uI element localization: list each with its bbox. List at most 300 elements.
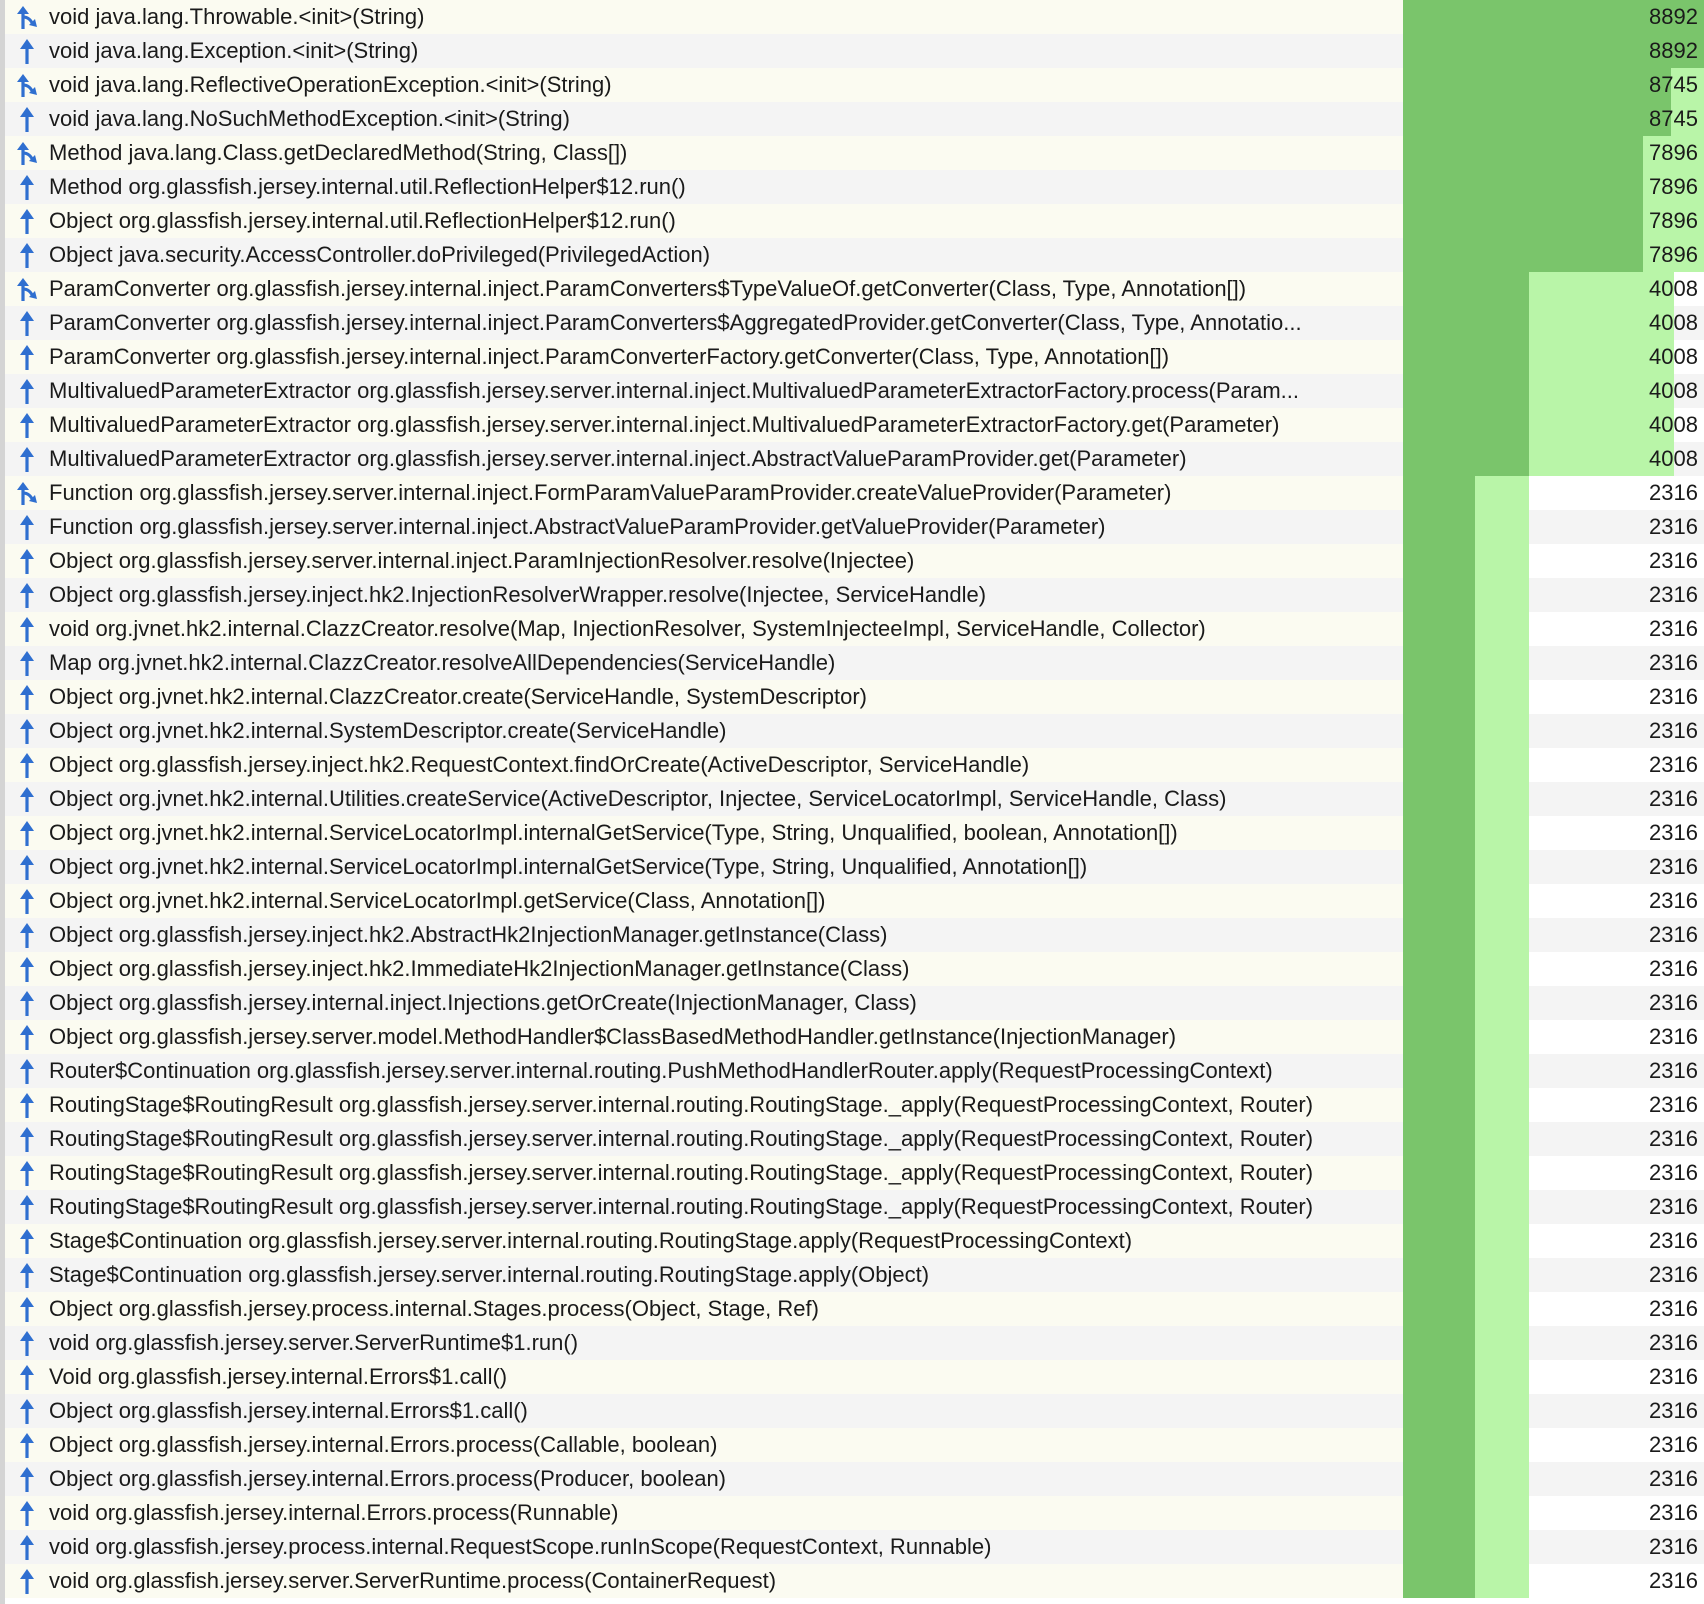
- count-value: 2316: [1649, 1262, 1698, 1287]
- up-arrow-icon: [5, 782, 49, 816]
- method-name: Void org.glassfish.jersey.internal.Errors$1.call(): [49, 1364, 508, 1389]
- count-bar-light: [1475, 544, 1529, 578]
- method-cell[interactable]: [5, 1428, 1403, 1462]
- up-arrow-icon: [5, 544, 49, 578]
- method-cell[interactable]: [5, 136, 1403, 170]
- count-bar-light: [1475, 748, 1529, 782]
- count-bar-light: [1475, 918, 1529, 952]
- method-cell[interactable]: [5, 748, 1403, 782]
- count-bar: [1403, 1190, 1475, 1224]
- method-name: Object org.glassfish.jersey.process.internal.Stages.process(Object, Stage, Ref): [49, 1296, 819, 1321]
- count-value: 2316: [1649, 1194, 1698, 1219]
- up-arrow-icon: [5, 612, 49, 646]
- method-cell[interactable]: [5, 850, 1403, 884]
- method-name: void java.lang.Throwable.<init>(String): [49, 4, 425, 29]
- method-cell[interactable]: [5, 306, 1403, 340]
- count-cell: [1403, 782, 1704, 816]
- count-value: 2316: [1649, 1058, 1698, 1083]
- count-bar: [1403, 680, 1475, 714]
- method-name: MultivaluedParameterExtractor org.glassfish.jersey.server.internal.inject.MultivaluedParameterExtractorFactory.get(Parameter): [49, 412, 1280, 437]
- method-cell[interactable]: [5, 476, 1403, 510]
- up-arrow-icon: [5, 1088, 49, 1122]
- up-arrow-icon: [5, 1122, 49, 1156]
- method-cell[interactable]: [5, 578, 1403, 612]
- count-bar-light: [1475, 1122, 1529, 1156]
- count-cell: [1403, 374, 1704, 408]
- method-name: void java.lang.NoSuchMethodException.<init>(String): [49, 106, 570, 131]
- count-cell: [1403, 1122, 1704, 1156]
- up-arrow-icon: [5, 1462, 49, 1496]
- method-cell[interactable]: [5, 1088, 1403, 1122]
- tree-row[interactable]: [5, 1258, 1704, 1292]
- up-arrow-icon: [5, 850, 49, 884]
- count-bar-light: [1475, 1428, 1529, 1462]
- method-cell[interactable]: [5, 408, 1403, 442]
- count-value: 7896: [1649, 208, 1698, 233]
- branch-arrow-icon: [5, 136, 49, 170]
- method-cell[interactable]: [5, 612, 1403, 646]
- count-cell: [1403, 170, 1704, 204]
- count-value: 4008: [1649, 412, 1698, 437]
- method-name: Object org.jvnet.hk2.internal.ServiceLocatorImpl.getService(Class, Annotation[]): [49, 888, 826, 913]
- count-bar-light: [1475, 510, 1529, 544]
- method-cell[interactable]: [5, 340, 1403, 374]
- tree-row[interactable]: [5, 1190, 1704, 1224]
- count-bar-light: [1475, 816, 1529, 850]
- tree-row[interactable]: [5, 136, 1704, 170]
- count-bar: [1403, 1258, 1475, 1292]
- method-name: void org.glassfish.jersey.internal.Errors.process(Runnable): [49, 1500, 619, 1525]
- up-arrow-icon: [5, 680, 49, 714]
- up-arrow-icon: [5, 34, 49, 68]
- tree-row[interactable]: [5, 272, 1704, 306]
- count-value: 8892: [1649, 4, 1698, 29]
- tree-row[interactable]: [5, 442, 1704, 476]
- method-cell[interactable]: [5, 1190, 1403, 1224]
- count-bar: [1403, 306, 1529, 340]
- up-arrow-icon: [5, 442, 49, 476]
- count-value: 7896: [1649, 174, 1698, 199]
- tree-row[interactable]: [5, 884, 1704, 918]
- count-cell: [1403, 612, 1704, 646]
- method-cell[interactable]: [5, 170, 1403, 204]
- method-cell[interactable]: [5, 1496, 1403, 1530]
- count-value: 2316: [1649, 1466, 1698, 1491]
- count-cell: [1403, 680, 1704, 714]
- tree-row[interactable]: [5, 476, 1704, 510]
- method-name: Object org.glassfish.jersey.inject.hk2.RequestContext.findOrCreate(ActiveDescriptor, ServiceHandle): [49, 752, 1030, 777]
- up-arrow-icon: [5, 408, 49, 442]
- branch-arrow-icon: [5, 272, 49, 306]
- method-name: MultivaluedParameterExtractor org.glassfish.jersey.server.internal.inject.AbstractValueParamProvider.get(Parameter): [49, 446, 1187, 471]
- tree-row[interactable]: [5, 1564, 1704, 1598]
- count-value: 4008: [1649, 276, 1698, 301]
- count-value: 2316: [1649, 718, 1698, 743]
- count-value: 8745: [1649, 72, 1698, 97]
- count-cell: [1403, 1496, 1704, 1530]
- count-value: 2316: [1649, 1432, 1698, 1457]
- count-cell: [1403, 272, 1704, 306]
- count-cell: [1403, 306, 1704, 340]
- count-cell: [1403, 340, 1704, 374]
- up-arrow-icon: [5, 1258, 49, 1292]
- method-cell[interactable]: [5, 68, 1403, 102]
- count-cell: [1403, 1292, 1704, 1326]
- count-value: 4008: [1649, 310, 1698, 335]
- count-cell: [1403, 238, 1704, 272]
- count-cell: [1403, 544, 1704, 578]
- count-bar: [1403, 612, 1475, 646]
- tree-row[interactable]: [5, 748, 1704, 782]
- method-name: Object org.glassfish.jersey.internal.Errors.process(Producer, boolean): [49, 1466, 727, 1491]
- count-value: 2316: [1649, 990, 1698, 1015]
- count-bar: [1403, 238, 1643, 272]
- count-bar: [1403, 510, 1475, 544]
- count-cell: [1403, 476, 1704, 510]
- tree-row[interactable]: [5, 1326, 1704, 1360]
- count-value: 4008: [1649, 344, 1698, 369]
- method-name: RoutingStage$RoutingResult org.glassfish.jersey.server.internal.routing.RoutingStage._apply(RequestProcessingContext, Router): [49, 1092, 1314, 1117]
- count-cell: [1403, 1020, 1704, 1054]
- method-name: Object org.glassfish.jersey.inject.hk2.InjectionResolverWrapper.resolve(Injectee, ServiceHandle): [49, 582, 987, 607]
- method-name: void org.glassfish.jersey.server.ServerRuntime$1.run(): [49, 1330, 579, 1355]
- method-cell[interactable]: [5, 272, 1403, 306]
- count-cell: [1403, 1156, 1704, 1190]
- tree-row[interactable]: [5, 1496, 1704, 1530]
- method-cell[interactable]: [5, 204, 1403, 238]
- count-cell: [1403, 578, 1704, 612]
- count-cell: [1403, 646, 1704, 680]
- tree-row[interactable]: [5, 714, 1704, 748]
- count-bar: [1403, 374, 1529, 408]
- count-bar-light: [1475, 1054, 1529, 1088]
- count-bar: [1403, 952, 1475, 986]
- tree-row[interactable]: [5, 544, 1704, 578]
- count-value: 2316: [1649, 1092, 1698, 1117]
- tree-row[interactable]: [5, 1122, 1704, 1156]
- tree-row[interactable]: [5, 510, 1704, 544]
- method-cell[interactable]: [5, 1224, 1403, 1258]
- count-value: 2316: [1649, 1228, 1698, 1253]
- count-value: 7896: [1649, 242, 1698, 267]
- up-arrow-icon: [5, 1156, 49, 1190]
- count-bar: [1403, 1564, 1475, 1598]
- method-cell[interactable]: [5, 1054, 1403, 1088]
- count-bar-light: [1475, 884, 1529, 918]
- count-bar: [1403, 884, 1475, 918]
- method-cell[interactable]: [5, 952, 1403, 986]
- count-cell: [1403, 136, 1704, 170]
- method-name: Object org.glassfish.jersey.server.internal.inject.ParamInjectionResolver.resolve(Injectee): [49, 548, 915, 573]
- tree-row[interactable]: [5, 918, 1704, 952]
- tree-row[interactable]: [5, 1462, 1704, 1496]
- count-bar: [1403, 102, 1671, 136]
- count-value: 2316: [1649, 752, 1698, 777]
- count-value: 2316: [1649, 1398, 1698, 1423]
- tree-row[interactable]: [5, 170, 1704, 204]
- count-bar-light: [1475, 1190, 1529, 1224]
- count-value: 2316: [1649, 514, 1698, 539]
- tree-row[interactable]: [5, 1088, 1704, 1122]
- count-cell: [1403, 0, 1704, 34]
- count-cell: [1403, 34, 1704, 68]
- method-cell[interactable]: [5, 544, 1403, 578]
- count-bar-light: [1475, 1496, 1529, 1530]
- method-name: Object org.glassfish.jersey.internal.Errors$1.call(): [49, 1398, 528, 1423]
- count-bar-light: [1475, 1394, 1529, 1428]
- tree-row[interactable]: [5, 408, 1704, 442]
- count-bar: [1403, 1530, 1475, 1564]
- count-bar: [1403, 1224, 1475, 1258]
- count-cell: [1403, 1462, 1704, 1496]
- method-cell[interactable]: [5, 1462, 1403, 1496]
- method-cell[interactable]: [5, 1530, 1403, 1564]
- count-cell: [1403, 1394, 1704, 1428]
- up-arrow-icon: [5, 1224, 49, 1258]
- method-cell[interactable]: [5, 1122, 1403, 1156]
- method-name: Object org.jvnet.hk2.internal.ServiceLocatorImpl.internalGetService(Type, String, Unqualified, boolean, Annotation[]): [49, 820, 1178, 845]
- method-name: void org.glassfish.jersey.process.internal.RequestScope.runInScope(RequestContext, Runnable): [49, 1534, 992, 1559]
- method-name: Object org.glassfish.jersey.internal.inject.Injections.getOrCreate(InjectionManager, Class): [49, 990, 917, 1015]
- branch-arrow-icon: [5, 68, 49, 102]
- up-arrow-icon: [5, 238, 49, 272]
- count-bar-light: [1475, 612, 1529, 646]
- count-bar-light: [1475, 714, 1529, 748]
- count-value: 2316: [1649, 786, 1698, 811]
- tree-row[interactable]: [5, 340, 1704, 374]
- branch-arrow-icon: [5, 0, 49, 34]
- method-cell[interactable]: [5, 1394, 1403, 1428]
- up-arrow-icon: [5, 1190, 49, 1224]
- method-name: Function org.glassfish.jersey.server.internal.inject.AbstractValueParamProvider.getValueProvider(Parameter): [49, 514, 1106, 539]
- count-bar: [1403, 476, 1475, 510]
- method-cell[interactable]: [5, 884, 1403, 918]
- method-name: Object org.glassfish.jersey.inject.hk2.AbstractHk2InjectionManager.getInstance(Class): [49, 922, 888, 947]
- tree-row[interactable]: [5, 1054, 1704, 1088]
- count-cell: [1403, 986, 1704, 1020]
- tree-row[interactable]: [5, 102, 1704, 136]
- up-arrow-icon: [5, 306, 49, 340]
- method-cell[interactable]: [5, 714, 1403, 748]
- count-bar: [1403, 68, 1671, 102]
- method-name: Map org.jvnet.hk2.internal.ClazzCreator.resolveAllDependencies(ServiceHandle): [49, 650, 836, 675]
- count-cell: [1403, 1564, 1704, 1598]
- tree-row[interactable]: [5, 306, 1704, 340]
- method-cell[interactable]: [5, 1564, 1403, 1598]
- up-arrow-icon: [5, 816, 49, 850]
- method-name: Object org.glassfish.jersey.internal.util.ReflectionHelper$12.run(): [49, 208, 676, 233]
- up-arrow-icon: [5, 986, 49, 1020]
- count-value: 2316: [1649, 1568, 1698, 1593]
- count-cell: [1403, 816, 1704, 850]
- count-value: 2316: [1649, 922, 1698, 947]
- count-cell: [1403, 408, 1704, 442]
- method-cell[interactable]: [5, 646, 1403, 680]
- method-name: Object org.glassfish.jersey.server.model.MethodHandler$ClassBasedMethodHandler.getInstance(InjectionManager): [49, 1024, 1177, 1049]
- method-name: Method org.glassfish.jersey.internal.util.ReflectionHelper$12.run(): [49, 174, 686, 199]
- method-name: Stage$Continuation org.glassfish.jersey.server.internal.routing.RoutingStage.apply(Object): [49, 1262, 930, 1287]
- count-cell: [1403, 918, 1704, 952]
- method-name: ParamConverter org.glassfish.jersey.internal.inject.ParamConverters$TypeValueOf.getConverter(Class, Type, Annotation[]): [49, 276, 1247, 301]
- count-cell: [1403, 884, 1704, 918]
- tree-row[interactable]: [5, 986, 1704, 1020]
- count-bar: [1403, 1394, 1475, 1428]
- tree-row[interactable]: [5, 1156, 1704, 1190]
- count-cell: [1403, 102, 1704, 136]
- count-cell: [1403, 1224, 1704, 1258]
- method-name: ParamConverter org.glassfish.jersey.internal.inject.ParamConverterFactory.getConverter(Class, Type, Annotation[]): [49, 344, 1170, 369]
- count-cell: [1403, 442, 1704, 476]
- method-name: Object org.jvnet.hk2.internal.ClazzCreator.create(ServiceHandle, SystemDescriptor): [49, 684, 867, 709]
- tree-row[interactable]: [5, 850, 1704, 884]
- count-cell: [1403, 1530, 1704, 1564]
- count-bar-light: [1475, 1088, 1529, 1122]
- up-arrow-icon: [5, 714, 49, 748]
- count-value: 2316: [1649, 1534, 1698, 1559]
- method-cell[interactable]: [5, 510, 1403, 544]
- count-value: 4008: [1649, 446, 1698, 471]
- count-bar: [1403, 340, 1529, 374]
- count-bar: [1403, 442, 1529, 476]
- up-arrow-icon: [5, 340, 49, 374]
- method-cell[interactable]: [5, 680, 1403, 714]
- tree-row[interactable]: [5, 34, 1704, 68]
- count-bar: [1403, 204, 1643, 238]
- method-cell[interactable]: [5, 986, 1403, 1020]
- count-bar-light: [1475, 680, 1529, 714]
- tree-row[interactable]: [5, 578, 1704, 612]
- count-value: 2316: [1649, 480, 1698, 505]
- tree-row[interactable]: [5, 374, 1704, 408]
- count-value: 2316: [1649, 684, 1698, 709]
- count-bar: [1403, 170, 1643, 204]
- tree-row[interactable]: [5, 1394, 1704, 1428]
- method-name: Function org.glassfish.jersey.server.internal.inject.FormParamValueParamProvider.createValueProvider(Parameter): [49, 480, 1172, 505]
- method-cell[interactable]: [5, 34, 1403, 68]
- count-cell: [1403, 1054, 1704, 1088]
- count-cell: [1403, 204, 1704, 238]
- up-arrow-icon: [5, 1292, 49, 1326]
- up-arrow-icon: [5, 1326, 49, 1360]
- method-cell[interactable]: [5, 1156, 1403, 1190]
- up-arrow-icon: [5, 646, 49, 680]
- count-cell: [1403, 1190, 1704, 1224]
- count-value: 2316: [1649, 1330, 1698, 1355]
- up-arrow-icon: [5, 1530, 49, 1564]
- method-name: void org.glassfish.jersey.server.ServerRuntime.process(ContainerRequest): [49, 1568, 777, 1593]
- count-bar-light: [1475, 952, 1529, 986]
- method-name: Object org.glassfish.jersey.inject.hk2.ImmediateHk2InjectionManager.getInstance(Class): [49, 956, 910, 981]
- tree-row[interactable]: [5, 816, 1704, 850]
- method-cell[interactable]: [5, 102, 1403, 136]
- method-cell[interactable]: [5, 816, 1403, 850]
- up-arrow-icon: [5, 204, 49, 238]
- count-value: 2316: [1649, 888, 1698, 913]
- count-bar: [1403, 986, 1475, 1020]
- method-cell[interactable]: [5, 1020, 1403, 1054]
- count-bar: [1403, 646, 1475, 680]
- method-cell[interactable]: [5, 918, 1403, 952]
- count-bar: [1403, 918, 1475, 952]
- method-cell[interactable]: [5, 1292, 1403, 1326]
- count-bar-light: [1475, 1020, 1529, 1054]
- tree-row[interactable]: [5, 68, 1704, 102]
- up-arrow-icon: [5, 170, 49, 204]
- count-value: 7896: [1649, 140, 1698, 165]
- count-cell: [1403, 510, 1704, 544]
- tree-row[interactable]: [5, 1020, 1704, 1054]
- count-bar: [1403, 1088, 1475, 1122]
- count-value: 8892: [1649, 38, 1698, 63]
- up-arrow-icon: [5, 1054, 49, 1088]
- count-value: 2316: [1649, 956, 1698, 981]
- method-cell[interactable]: [5, 1258, 1403, 1292]
- tree-row[interactable]: [5, 204, 1704, 238]
- method-cell[interactable]: [5, 238, 1403, 272]
- count-bar: [1403, 850, 1475, 884]
- method-cell[interactable]: [5, 782, 1403, 816]
- method-cell[interactable]: [5, 0, 1403, 34]
- tree-row[interactable]: [5, 646, 1704, 680]
- method-cell[interactable]: [5, 374, 1403, 408]
- count-value: 4008: [1649, 378, 1698, 403]
- count-value: 2316: [1649, 1364, 1698, 1389]
- count-bar: [1403, 816, 1475, 850]
- count-bar: [1403, 748, 1475, 782]
- count-bar: [1403, 408, 1529, 442]
- method-name: RoutingStage$RoutingResult org.glassfish.jersey.server.internal.routing.RoutingStage._apply(RequestProcessingContext, Router): [49, 1194, 1314, 1219]
- tree-row[interactable]: [5, 952, 1704, 986]
- count-bar: [1403, 1156, 1475, 1190]
- count-value: 2316: [1649, 854, 1698, 879]
- count-bar: [1403, 1122, 1475, 1156]
- count-value: 2316: [1649, 616, 1698, 641]
- count-cell: [1403, 1428, 1704, 1462]
- count-value: 2316: [1649, 1160, 1698, 1185]
- method-cell[interactable]: [5, 1360, 1403, 1394]
- count-bar-light: [1475, 646, 1529, 680]
- tree-row[interactable]: [5, 1360, 1704, 1394]
- tree-row[interactable]: [5, 0, 1704, 34]
- count-cell: [1403, 850, 1704, 884]
- method-name: Object java.security.AccessController.doPrivileged(PrivilegedAction): [49, 242, 711, 267]
- method-cell[interactable]: [5, 442, 1403, 476]
- method-name: ParamConverter org.glassfish.jersey.internal.inject.ParamConverters$AggregatedProvider.getConverter(Class, Type, Annotatio...: [49, 310, 1302, 335]
- count-bar-light: [1475, 1326, 1529, 1360]
- count-value: 2316: [1649, 1126, 1698, 1151]
- tree-row[interactable]: [5, 782, 1704, 816]
- tree-row[interactable]: [5, 1428, 1704, 1462]
- tree-row[interactable]: [5, 680, 1704, 714]
- method-cell[interactable]: [5, 1326, 1403, 1360]
- method-name: Object org.jvnet.hk2.internal.Utilities.createService(ActiveDescriptor, Injectee, ServiceLocatorImpl, ServiceHandle, Class): [49, 786, 1227, 811]
- count-bar: [1403, 1020, 1475, 1054]
- up-arrow-icon: [5, 1394, 49, 1428]
- count-value: 2316: [1649, 1024, 1698, 1049]
- tree-row[interactable]: [5, 1530, 1704, 1564]
- count-value: 2316: [1649, 582, 1698, 607]
- method-name: Method java.lang.Class.getDeclaredMethod(String, Class[]): [49, 140, 628, 165]
- tree-row[interactable]: [5, 1292, 1704, 1326]
- tree-row[interactable]: [5, 238, 1704, 272]
- tree-row[interactable]: [5, 1224, 1704, 1258]
- count-cell: [1403, 68, 1704, 102]
- count-value: 2316: [1649, 1296, 1698, 1321]
- tree-row[interactable]: [5, 612, 1704, 646]
- count-cell: [1403, 1326, 1704, 1360]
- up-arrow-icon: [5, 952, 49, 986]
- method-name: Object org.jvnet.hk2.internal.ServiceLocatorImpl.internalGetService(Type, String, Unqualified, Annotation[]): [49, 854, 1088, 879]
